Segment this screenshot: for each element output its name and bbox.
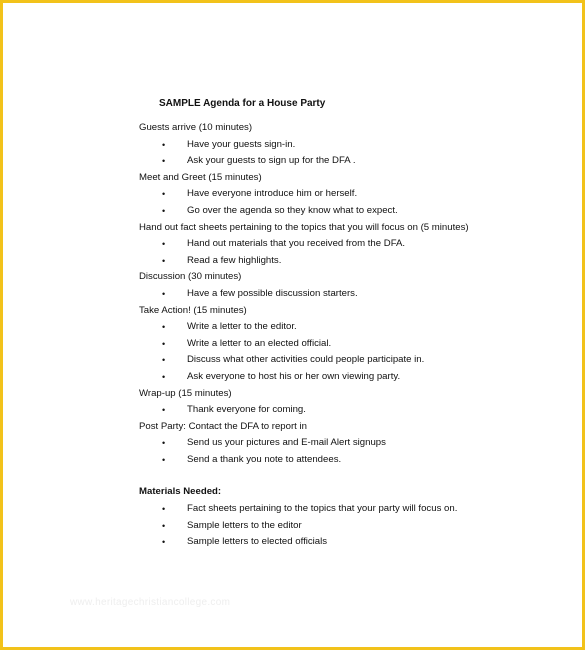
bullet-icon: • [162, 371, 166, 382]
bullet-icon: • [162, 355, 166, 366]
section-label: Post Party: Contact the DFA to report in [139, 420, 307, 432]
document-title: SAMPLE Agenda for a House Party [159, 98, 326, 109]
list-item [139, 286, 559, 303]
list-item [139, 518, 559, 535]
bullet-icon: • [162, 322, 166, 333]
list-item-text: Ask everyone to host his or her own viewing party. [187, 370, 401, 382]
list-item [139, 319, 559, 336]
list-item-text: Discuss what other activities could people participate in. [187, 354, 425, 366]
materials-heading: Materials Needed: [139, 486, 222, 498]
bullet-icon: • [162, 288, 166, 299]
list-item [139, 186, 559, 203]
bullet-icon: • [162, 239, 166, 250]
list-item [139, 352, 559, 369]
list-item-text: Read a few highlights. [187, 254, 282, 266]
list-item-text: Hand out materials that you received from the DFA. [187, 238, 406, 250]
section-label: Guests arrive (10 minutes) [139, 122, 253, 133]
agenda-document [139, 96, 559, 551]
bullet-icon: • [162, 537, 166, 548]
list-item [139, 137, 559, 154]
bullet-icon: • [162, 139, 166, 150]
list-item-text: Thank everyone for coming. [187, 404, 306, 416]
list-item [139, 153, 559, 170]
list-item-text: Fact sheets pertaining to the topics that your party will focus on. [187, 503, 458, 515]
list-item-text: Send us your pictures and E-mail Alert signups [187, 437, 386, 449]
list-item [139, 452, 559, 469]
list-item [139, 336, 559, 353]
list-item-text: Sample letters to the editor [187, 519, 302, 531]
section-label: Wrap-up (15 minutes) [139, 387, 232, 399]
list-item-text: Have a few possible discussion starters. [187, 287, 358, 299]
list-item-text: Sample letters to elected officials [187, 536, 328, 548]
watermark-text: www.heritagechristiancollege.com [70, 597, 231, 608]
list-item [139, 402, 559, 419]
bullet-icon: • [162, 205, 166, 216]
bullet-icon: • [162, 156, 166, 167]
list-item-text: Go over the agenda so they know what to expect. [187, 204, 398, 216]
list-item-text: Write a letter to an elected official. [187, 337, 332, 349]
section-label: Take Action! (15 minutes) [139, 304, 247, 316]
section-label: Discussion (30 minutes) [139, 271, 242, 283]
list-item [139, 203, 559, 220]
bullet-icon: • [162, 338, 166, 349]
bullet-icon: • [162, 454, 166, 465]
list-item [139, 369, 559, 386]
section-label: Hand out fact sheets pertaining to the topics that you will focus on (5 minutes) [139, 221, 469, 233]
section-label: Meet and Greet (15 minutes) [139, 171, 262, 183]
list-item-text: Send a thank you note to attendees. [187, 453, 342, 465]
bullet-icon: • [162, 438, 166, 449]
list-item-text: Have your guests sign-in. [187, 138, 296, 150]
list-item-text: Write a letter to the editor. [187, 321, 297, 333]
bullet-icon: • [162, 520, 166, 531]
list-item-text: Ask your guests to sign up for the DFA . [187, 155, 356, 167]
list-item [139, 501, 559, 518]
list-item [139, 253, 559, 270]
bullet-icon: • [162, 255, 166, 266]
bullet-icon: • [162, 504, 166, 515]
list-item [139, 534, 559, 551]
bullet-icon: • [162, 189, 166, 200]
list-item [139, 236, 559, 253]
bullet-icon: • [162, 405, 166, 416]
list-item [139, 435, 559, 452]
list-item-text: Have everyone introduce him or herself. [187, 188, 358, 200]
